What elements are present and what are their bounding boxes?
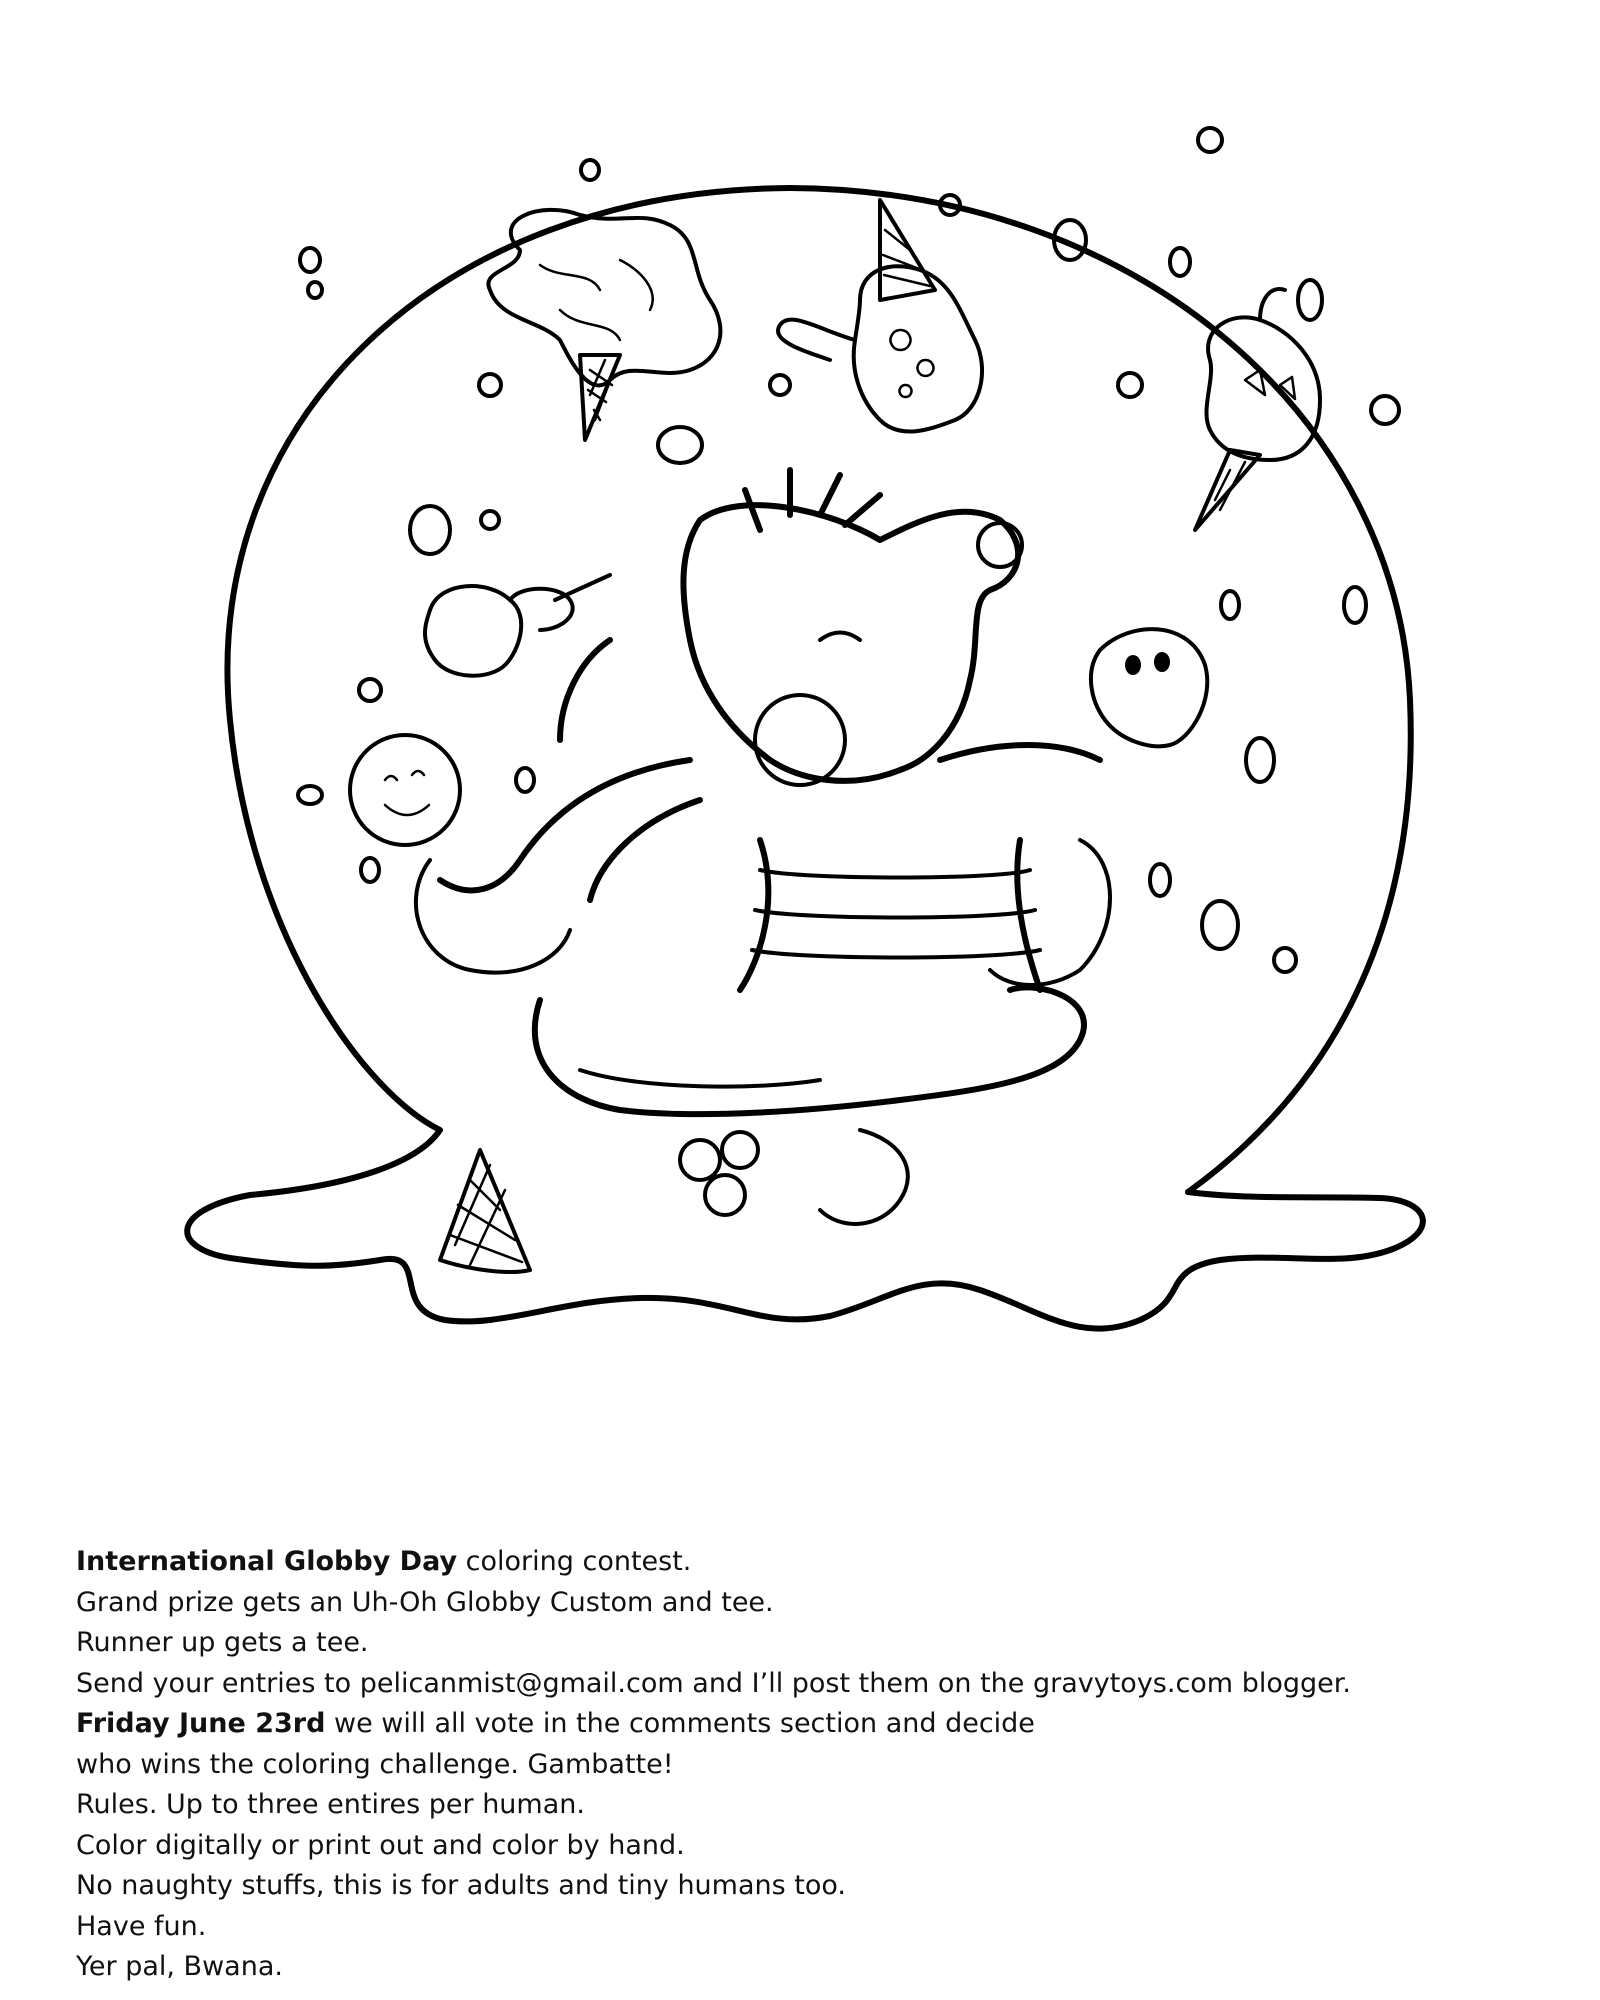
vote-date: Friday June 23rd <box>76 1708 326 1739</box>
caption-line-who-wins: who wins the coloring challenge. Gambatte! <box>76 1748 674 1780</box>
upper-left-scoop <box>425 575 610 676</box>
smiling-scoop <box>350 735 460 845</box>
caption-line-runner-up: Runner up gets a tee. <box>76 1627 369 1658</box>
melt-puddle <box>187 1192 1423 1329</box>
globby-character <box>416 470 1110 1224</box>
contest-caption <box>76 1542 1556 1988</box>
caption-line-grand-prize: Grand prize gets an Uh-Oh Globby Custom and tee. <box>76 1586 774 1618</box>
caption-line-vote-date <box>76 1704 1556 1745</box>
caption-line-signature: Yer pal, Bwana. <box>76 1951 283 1982</box>
cone-floor <box>440 1150 530 1272</box>
globe-outline <box>227 188 1410 1195</box>
caption-text: coloring contest. <box>457 1546 692 1577</box>
drip-drops <box>298 128 1399 972</box>
caption-text: we will all vote in the comments section and decide <box>325 1708 1035 1739</box>
contest-name: International Globby Day <box>76 1546 458 1577</box>
caption-line-color: Color digitally or print out and color by hand. <box>76 1829 685 1861</box>
cone-top-left <box>488 210 720 440</box>
caption-line-send-entries: Send your entries to pelicanmist@gmail.com and I’ll post them on the gravytoys.com blogger. <box>76 1667 1351 1699</box>
cone-top-center <box>778 200 982 432</box>
caption-line-rules: Rules. Up to three entires per human. <box>76 1789 585 1820</box>
caption-line-title <box>76 1542 1556 1583</box>
skull-scoop <box>1091 629 1207 746</box>
caption-line-no-naughty: No naughty stuffs, this is for adults and tiny humans too. <box>76 1870 847 1901</box>
caption-line-have-fun: Have fun. <box>76 1910 207 1942</box>
tentacle-arms <box>440 640 1100 900</box>
cone-top-right <box>1195 289 1320 530</box>
